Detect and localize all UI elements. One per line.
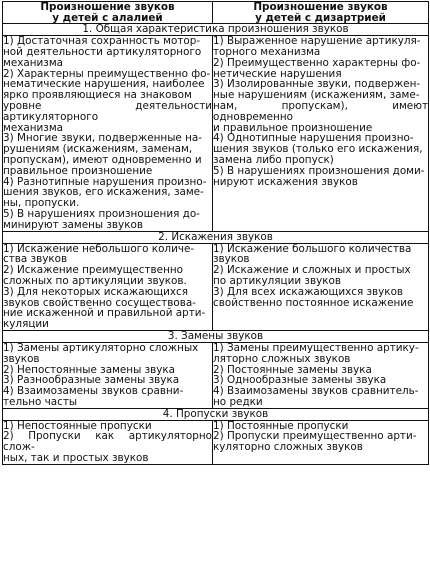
item-line: минируют замены звуков <box>3 218 143 231</box>
alalia-cell <box>3 36 213 231</box>
list-item <box>3 343 212 365</box>
item-line: тельно часты <box>3 395 78 408</box>
list-item <box>213 244 428 266</box>
item-line: 4) Взаимозамены звуков сравни- <box>3 385 184 398</box>
list-item <box>213 431 428 453</box>
alalia-cell <box>3 420 213 464</box>
item-line: звуков свойственно сосуществова- <box>3 296 196 309</box>
comparison-table <box>2 1 429 465</box>
item-line: и правильное произношение <box>213 121 373 134</box>
header-dysarthria <box>213 2 429 24</box>
item-line: ной деятельности артикуляторного <box>3 45 202 58</box>
item-line: куляторно сложных звуков <box>213 441 363 454</box>
item-line: куляции <box>3 318 49 331</box>
content-row <box>3 342 429 408</box>
content-row <box>3 243 429 330</box>
list-item <box>213 79 428 133</box>
item-line: 3) Для всех искажающихся звуков <box>213 285 404 298</box>
item-line: 1) Достаточная сохранность мотор- <box>3 35 201 48</box>
item-line: ных, так и простых звуков <box>3 452 149 465</box>
list-item <box>3 386 212 408</box>
header-line: Произношение звуков <box>253 1 388 13</box>
section-row <box>3 408 429 420</box>
item-line: ярко проявляющиеся на знаковом <box>3 89 192 102</box>
item-line: нетические нарушения <box>213 67 342 80</box>
alalia-cell <box>3 342 213 408</box>
dysarthria-cell <box>213 243 429 330</box>
item-line: 2) Непостоянные замены звука <box>3 363 176 376</box>
item-line: звуков <box>213 253 250 266</box>
item-line: 2) Пропуски как артикуляторно слож- <box>3 430 212 454</box>
section-row <box>3 330 429 342</box>
section-row <box>3 231 429 243</box>
item-line: рушениям (искажениям, заменам, <box>3 143 193 156</box>
list-item <box>3 209 212 231</box>
item-line: 3) Разнообразные замены звука <box>3 374 180 387</box>
table-body <box>3 24 429 465</box>
header-row <box>3 2 429 24</box>
item-line: 1) Искажение большого количества <box>213 242 412 255</box>
item-line: уровне деятельности артикуляторного <box>3 99 212 123</box>
item-line: 4) Однотипные нарушения произно- <box>213 132 414 145</box>
item-line: по артикуляции звуков <box>213 274 341 287</box>
content-row <box>3 420 429 464</box>
item-line: 2) Пропуски преимущественно арти- <box>213 430 417 443</box>
alalia-cell <box>3 243 213 330</box>
item-line: 5) В нарушениях произношения до- <box>3 207 200 220</box>
item-line: 3) Однообразные замены звука <box>213 374 387 387</box>
item-line: нам, пропускам), имеют одновременно <box>213 99 428 123</box>
item-line: звуков <box>3 352 40 365</box>
item-line: 2) Постоянные замены звука <box>213 363 372 376</box>
content-row <box>3 36 429 231</box>
dysarthria-cell <box>213 420 429 464</box>
list-item <box>3 244 212 266</box>
item-line: нируют искажения звуков <box>213 175 358 188</box>
item-line: механизма <box>3 56 64 69</box>
item-line: замена либо пропуск) <box>213 153 334 166</box>
item-line: 1) Замены преимущественно артику- <box>213 341 419 354</box>
list-item <box>3 287 212 330</box>
header-line: у детей с алалией <box>52 11 163 24</box>
header-line: у детей с дизартрией <box>255 11 386 24</box>
item-line: нематические нарушения, наиболее <box>3 78 205 91</box>
list-item <box>213 386 428 408</box>
item-line: 2) Преимущественно характерны фо- <box>213 56 421 69</box>
section-row <box>3 24 429 36</box>
item-line: 2) Искажение преимущественно <box>3 264 184 277</box>
section-title: 3. Замены звуков <box>3 330 429 342</box>
section-title: 4. Пропуски звуков <box>3 408 429 420</box>
list-item <box>3 177 212 209</box>
list-item <box>213 343 428 365</box>
section-title: 1. Общая характеристика произношения звуков <box>3 24 429 36</box>
list-item <box>213 166 428 188</box>
item-line: шения звуков (только его искажения, <box>213 143 423 156</box>
item-line: 3) Для некоторых искажающихся <box>3 285 188 298</box>
item-line: шения звуков, его искажения, заме- <box>3 186 204 199</box>
item-line: 1) Замены артикуляторно сложных <box>3 341 199 354</box>
list-item <box>3 36 212 68</box>
list-item <box>3 69 212 134</box>
list-item <box>3 265 212 287</box>
item-line: 4) Взаимозамены звуков сравнитель- <box>213 385 419 398</box>
item-line: 1) Непостоянные пропуски <box>3 419 152 432</box>
item-line: 2) Искажение и сложных и простых <box>213 264 411 277</box>
item-line: свойственно постоянное искажение <box>213 296 414 309</box>
item-line: но редки <box>213 395 263 408</box>
list-item <box>213 36 428 58</box>
list-item <box>213 58 428 80</box>
item-line: ляторно сложных звуков <box>213 352 351 365</box>
item-line: пропускам), имеют одновременно и <box>3 153 202 166</box>
item-line: 2) Характерны преимущественно фо- <box>3 67 211 80</box>
list-item <box>3 133 212 176</box>
item-line: ные нарушениям (искажениям, заме- <box>213 89 420 102</box>
header-alalia <box>3 2 213 24</box>
item-line: 5) В нарушениях произношения доми- <box>213 164 425 177</box>
item-line: ства звуков <box>3 253 68 266</box>
item-line: 4) Разнотипные нарушения произно- <box>3 175 207 188</box>
list-item <box>3 431 212 463</box>
dysarthria-cell <box>213 342 429 408</box>
item-line: 1) Выраженное нарушение артикуля- <box>213 35 421 48</box>
item-line: ны, пропуски. <box>3 197 80 210</box>
header-line: Произношение звуков <box>40 1 175 13</box>
item-line: 3) Изолированные звуки, подвержен- <box>213 78 421 91</box>
dysarthria-cell <box>213 36 429 231</box>
list-item <box>213 133 428 165</box>
item-line: правильное произношение <box>3 164 153 177</box>
list-item <box>213 287 428 309</box>
item-line: механизма <box>3 121 64 134</box>
item-line: торного механизма <box>213 45 321 58</box>
item-line: 1) Искажение небольшого количе- <box>3 242 195 255</box>
item-line: 1) Постоянные пропуски <box>213 419 349 432</box>
list-item <box>213 265 428 287</box>
item-line: сложных по артикуляции звуков. <box>3 274 187 287</box>
section-title: 2. Искажения звуков <box>3 231 429 243</box>
item-line: 3) Многие звуки, подверженные на- <box>3 132 203 145</box>
item-line: ние искаженной и правильной арти- <box>3 307 206 320</box>
